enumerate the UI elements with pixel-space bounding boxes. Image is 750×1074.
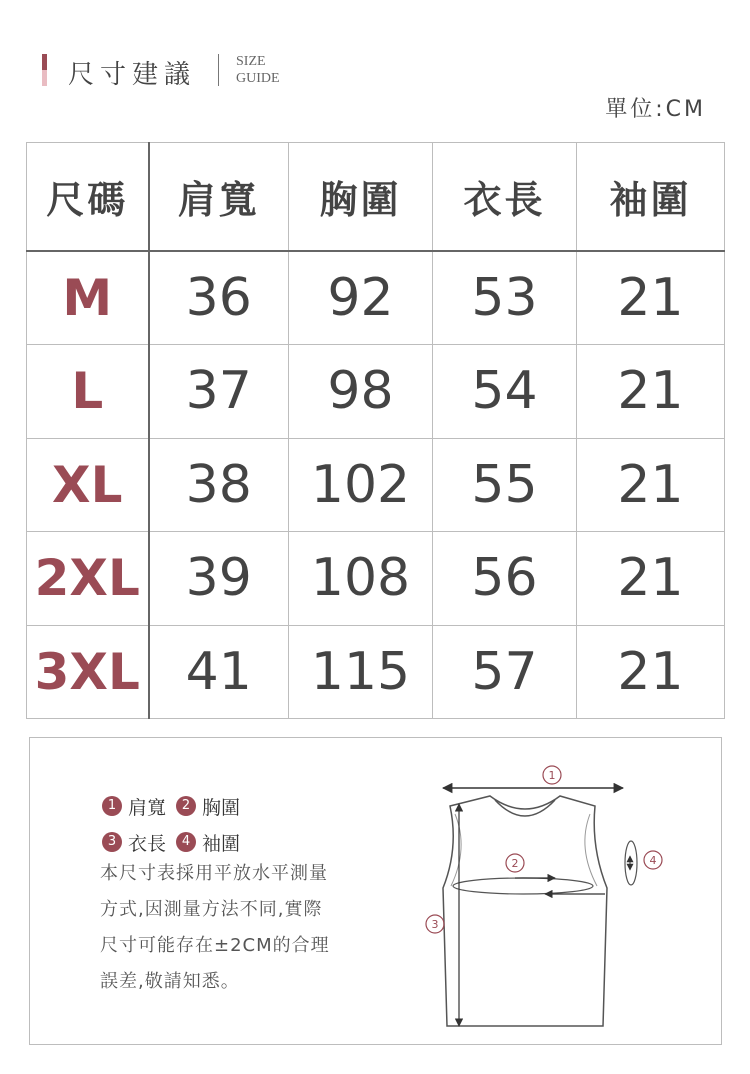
length-value: 54	[433, 345, 577, 438]
legend-label: 胸圍	[202, 796, 241, 819]
armhole-value: 21	[577, 251, 725, 345]
size-label: L	[27, 345, 149, 438]
size-label: XL	[27, 438, 149, 531]
armhole-circle	[625, 841, 637, 885]
legend-item-length	[102, 829, 166, 856]
shoulder-value: 39	[149, 532, 289, 625]
note-line: 本尺寸表採用平放水平測量	[100, 863, 328, 884]
chest-circle	[453, 878, 593, 894]
header-length: 衣長	[433, 143, 577, 251]
number-badge-1: 1	[102, 796, 122, 816]
table-row	[27, 438, 725, 531]
legend-item-armhole	[176, 829, 240, 856]
legend-label: 袖圍	[202, 832, 241, 855]
number-badge-4: 4	[176, 832, 196, 852]
size-label: M	[27, 251, 149, 345]
size-label: 3XL	[27, 625, 149, 719]
armhole-value: 21	[577, 438, 725, 531]
length-value: 55	[433, 438, 577, 531]
header-shoulder: 肩寬	[149, 143, 289, 251]
legend-item-shoulder	[102, 793, 166, 820]
page-title: 尺寸建議	[68, 60, 197, 90]
measurement-note	[100, 856, 390, 1000]
marker-label-4: 4	[649, 854, 657, 867]
title-accent-bar	[42, 54, 47, 86]
note-line: 方式,因測量方法不同,實際	[100, 899, 323, 920]
page-subtitle	[236, 53, 280, 87]
header-armhole: 袖圍	[577, 143, 725, 251]
size-table	[26, 142, 725, 719]
header-chest: 胸圍	[289, 143, 433, 251]
legend-label: 肩寬	[128, 796, 167, 819]
chest-value: 98	[289, 345, 433, 438]
chest-value: 108	[289, 532, 433, 625]
garment-right-hem	[585, 814, 597, 886]
marker-label-2: 2	[511, 857, 519, 870]
table-header-row	[27, 143, 725, 251]
measurement-legend	[102, 788, 250, 860]
garment-outline	[443, 796, 607, 1026]
marker-label-1: 1	[548, 769, 556, 782]
marker-label-3: 3	[431, 918, 439, 931]
chest-value: 92	[289, 251, 433, 345]
shoulder-value: 41	[149, 625, 289, 719]
chest-value: 102	[289, 438, 433, 531]
note-line: 尺寸可能存在±2CM的合理	[100, 935, 330, 956]
header-size: 尺碼	[27, 143, 149, 251]
length-value: 56	[433, 532, 577, 625]
table-row	[27, 532, 725, 625]
unit-label: 單位:CM	[605, 97, 706, 122]
number-badge-2: 2	[176, 796, 196, 816]
legend-item-chest	[176, 793, 240, 820]
chest-value: 115	[289, 625, 433, 719]
number-badge-3: 3	[102, 832, 122, 852]
note-line: 誤差,敬請知悉。	[100, 971, 240, 992]
armhole-value: 21	[577, 345, 725, 438]
garment-collar	[495, 800, 555, 816]
table-row	[27, 251, 725, 345]
measurement-guide	[29, 737, 722, 1045]
length-value: 53	[433, 251, 577, 345]
title-divider	[218, 54, 219, 86]
tank-top-outline-icon	[395, 748, 685, 1038]
subtitle-line-1: SIZE	[236, 54, 266, 69]
armhole-value: 21	[577, 532, 725, 625]
shoulder-value: 37	[149, 345, 289, 438]
size-label: 2XL	[27, 532, 149, 625]
armhole-value: 21	[577, 625, 725, 719]
shoulder-value: 38	[149, 438, 289, 531]
subtitle-line-2: GUIDE	[236, 71, 280, 86]
shoulder-value: 36	[149, 251, 289, 345]
table-row	[27, 625, 725, 719]
table-row	[27, 345, 725, 438]
legend-label: 衣長	[128, 832, 167, 855]
length-value: 57	[433, 625, 577, 719]
